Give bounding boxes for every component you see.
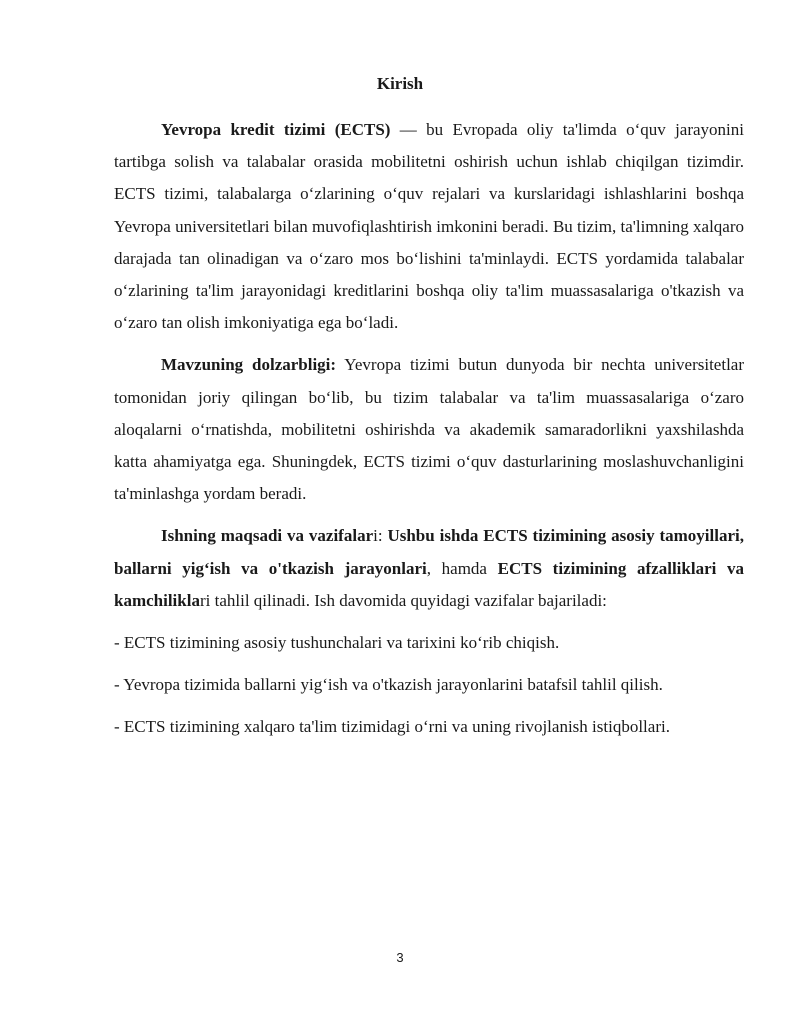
- goals-text-1: i:: [373, 526, 388, 546]
- goals-text-3: ri tahlil qilinadi. Ish davomida quyidagi vazifalar bajariladi:: [199, 590, 607, 610]
- goals-text-2: , hamda: [426, 558, 498, 578]
- document-body: [114, 114, 744, 754]
- paragraph-relevance: [114, 349, 744, 510]
- paragraph-relevance-text: Yevropa tizimi butun dunyoda bir nechta universitetlar tomonidan joriy qilingan bo‘lib, bu tizim talabalar va ta'lim muassasalariga o‘zaro aloqalarni o‘rnatishda, mobilitetni oshirishda va akademik samaradorlikni yaxshilashda katta ahamiyatga ega. Shuningdek, ECTS tizimi o‘quv dasturlarining moslashuvchanligini ta'minlashga yordam beradi.: [114, 355, 745, 504]
- goals-bold-2: Ushbu ishda ECTS tizimining asosiy tamoyillari, ballarni yig‘ish va o'tkazish jarayonlari: [114, 526, 744, 578]
- section-title: Kirish: [376, 74, 424, 93]
- task-item: - ECTS tizimining xalqaro ta'lim tizimidagi o‘rni va uning rivojlanish istiqbollari.: [114, 717, 670, 737]
- task-item: - ECTS tizimining asosiy tushunchalari va tarixini ko‘rib chiqish.: [114, 633, 560, 653]
- paragraph-intro: [114, 114, 744, 339]
- paragraph-goals: [114, 520, 744, 617]
- relevance-heading: Mavzuning dolzarbligi:: [161, 355, 337, 375]
- task-item: - Yevropa tizimida ballarni yig‘ish va o'tkazish jarayonlarini batafsil tahlil qilish.: [114, 675, 663, 695]
- goals-bold-3: ECTS tizimining afzalliklari va kamchilikla: [114, 558, 744, 610]
- goals-heading: Ishning maqsadi va vazifalar: [161, 526, 374, 546]
- paragraph-intro-text: — bu Evropada oliy ta'limda o‘quv jarayonini tartibga solish va talabalar orasida mobilitetni oshirish uchun ishlab chiqilgan tizimdir. ECTS tizimi, talabalarga o‘zlarining o‘quv rejalari va kurslaridagi ishlashlarini boshqa Yevropa universitetlari bilan muvofiqlashtirish imkonini beradi. Bu tizim, ta'limning xalqaro darajada tan olinadigan va o‘zaro mos bo‘lishini ta'minlaydi. ECTS yordamida talabalar o‘zlarining ta'lim jarayonidagi kreditlarini boshqa oliy ta'lim muassasalariga o'tkazish va o‘zaro tan olish imkoniyatiga ega bo‘ladi.: [114, 120, 744, 333]
- page-number: 3: [396, 950, 404, 965]
- term-ects: Yevropa kredit tizimi (ECTS): [161, 120, 391, 139]
